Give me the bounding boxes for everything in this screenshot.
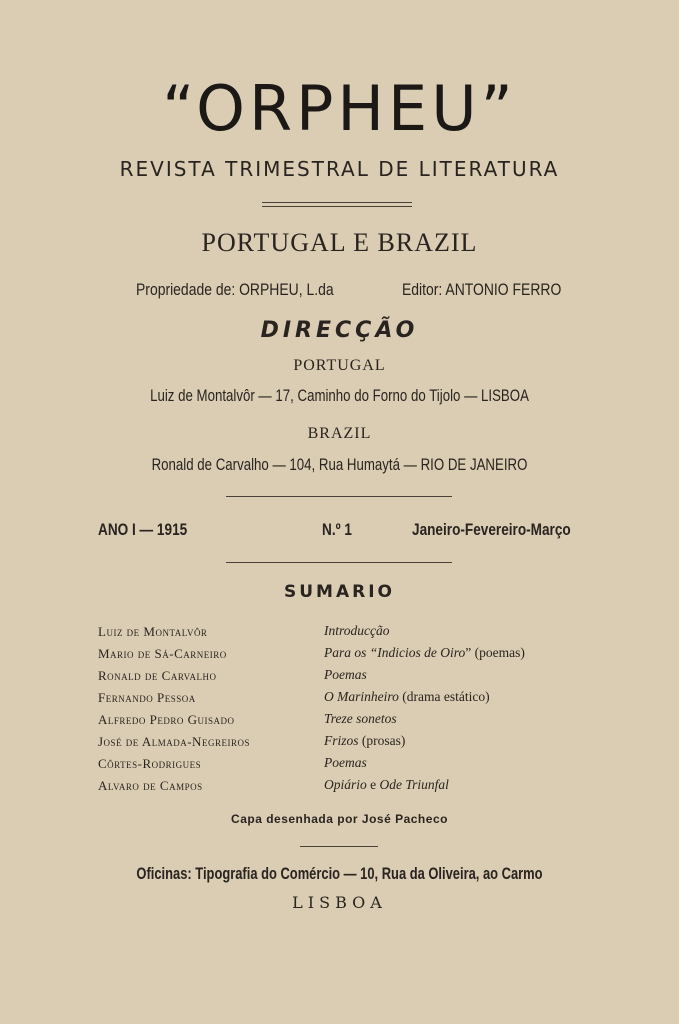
toc-work: Para os “Indicios de Oiro” (poemas) — [324, 645, 525, 660]
issue-year: ANO I — 1915 — [98, 520, 188, 539]
issue-period: Janeiro-Fevereiro-Março — [412, 520, 571, 539]
toc-author: Alfredo Pedro Guisado — [98, 712, 235, 727]
toc-author: Alvaro de Campos — [98, 778, 203, 793]
summary-heading: SUMARIO — [284, 582, 395, 602]
brazil-address: Ronald de Carvalho — 104, Rua Humaytá — RIO DE JANEIRO — [151, 455, 528, 474]
cover-credit: Capa desenhada por José Pacheco — [231, 812, 448, 826]
portugal-label: PORTUGAL — [293, 357, 386, 374]
toc-author: José de Almada-Negreiros — [98, 734, 250, 749]
toc-work: Frizos (prosas) — [324, 733, 406, 748]
toc-author: Fernando Pessoa — [98, 690, 196, 705]
toc-author: Luiz de Montalvôr — [98, 624, 208, 639]
toc-author: Ronald de Carvalho — [98, 668, 217, 683]
double-divider — [262, 202, 412, 207]
direction-heading: DIRECÇÃO — [260, 318, 419, 343]
toc-work: Introducção — [324, 623, 390, 638]
printer-line: Oficinas: Tipografia do Comércio — 10, Rua da Oliveira, ao Carmo — [136, 864, 543, 883]
magazine-title: “ORPHEU” — [162, 72, 517, 145]
brazil-label: BRAZIL — [307, 425, 372, 442]
divider — [226, 496, 452, 497]
toc-work: Opiário e Ode Triunfal — [324, 777, 449, 792]
divider — [226, 562, 452, 563]
toc-work: Poemas — [324, 755, 367, 770]
magazine-subtitle: REVISTA TRIMESTRAL DE LITERATURA — [119, 157, 560, 181]
countries-heading: PORTUGAL E BRAZIL — [201, 228, 478, 257]
toc-work: Treze sonetos — [324, 711, 397, 726]
toc-work: O Marinheiro (drama estático) — [324, 689, 490, 704]
issue-number: N.º 1 — [322, 520, 352, 539]
toc-author: Mario de Sá-Carneiro — [98, 646, 227, 661]
portugal-address: Luiz de Montalvôr — 17, Caminho do Forno do Tijolo — LISBOA — [150, 386, 529, 405]
toc-work: Poemas — [324, 667, 367, 682]
editor-line: Editor: ANTONIO FERRO — [402, 280, 562, 299]
city-line: LISBOA — [292, 893, 387, 912]
divider — [300, 846, 378, 847]
toc-author: Côrtes-Rodrigues — [98, 756, 202, 771]
ownership-line: Propriedade de: ORPHEU, L.da — [136, 280, 334, 299]
